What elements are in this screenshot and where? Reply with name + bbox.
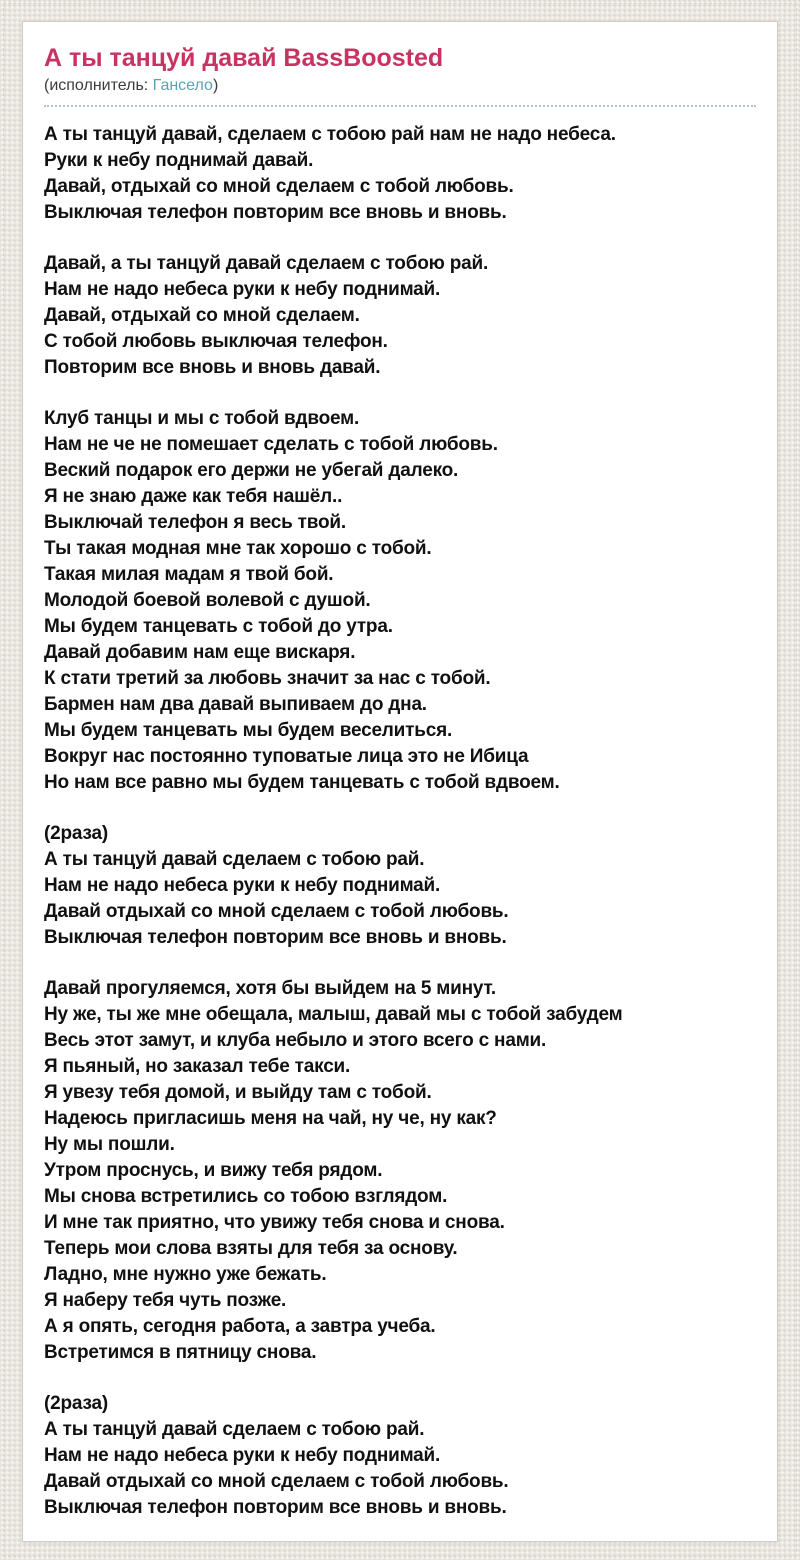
lyric-line: Ну мы пошли. — [44, 1133, 175, 1155]
lyric-line: Нам не надо небеса руки к небу поднимай. — [44, 278, 441, 300]
lyric-line: Утром проснусь, и вижу тебя рядом. — [44, 1159, 383, 1181]
lyric-line: Надеюсь пригласишь меня на чай, ну че, ну как? — [44, 1107, 497, 1129]
lyric-line: Нам не надо небеса руки к небу поднимай. — [44, 874, 441, 896]
lyric-line: Ну же, ты же мне обещала, малыш, давай мы с тобой забудем — [44, 1003, 623, 1025]
lyric-line: Давай отдыхай со мной сделаем с тобой любовь. — [44, 900, 509, 922]
lyric-line: Я пьяный, но заказал тебе такси. — [44, 1055, 351, 1077]
lyric-line: Выключая телефон повторим все вновь и вновь. — [44, 201, 507, 223]
lyrics-card — [22, 21, 778, 1542]
lyric-line: Давай отдыхай со мной сделаем с тобой любовь. — [44, 1470, 509, 1492]
lyric-line: (2раза) — [44, 822, 108, 844]
lyric-line: Давай прогуляемся, хотя бы выйдем на 5 минут. — [44, 977, 496, 999]
lyric-line: Мы будем танцевать с тобой до утра. — [44, 615, 393, 637]
lyric-line: Давай, отдыхай со мной сделаем. — [44, 304, 360, 326]
lyric-line: Клуб танцы и мы с тобой вдвоем. — [44, 407, 360, 429]
lyric-line: Нам не че не помешает сделать с тобой любовь. — [44, 433, 498, 455]
lyric-line: Выключай телефон я весь твой. — [44, 511, 346, 533]
lyric-line: Нам не надо небеса руки к небу поднимай. — [44, 1444, 441, 1466]
lyric-line: А ты танцуй давай сделаем с тобою рай. — [44, 1418, 425, 1440]
artist-suffix: ) — [212, 76, 219, 94]
page-title: А ты танцуй давай BassBoosted — [44, 44, 444, 72]
lyric-line: Я увезу тебя домой, и выйду там с тобой. — [44, 1081, 432, 1103]
lyric-line: Давай, отдыхай со мной сделаем с тобой любовь. — [44, 175, 514, 197]
lyric-line: А ты танцуй давай сделаем с тобою рай. — [44, 848, 425, 870]
lyric-line: Теперь мои слова взяты для тебя за основу. — [44, 1237, 458, 1259]
lyric-line: Давай добавим нам еще вискаря. — [44, 641, 356, 663]
lyric-line: Я наберу тебя чуть позже. — [44, 1289, 287, 1311]
lyrics — [44, 122, 756, 1521]
lyric-line: Молодой боевой волевой с душой. — [44, 589, 371, 611]
artist-link[interactable]: Гансело — [152, 76, 213, 94]
stanza — [44, 406, 756, 796]
lyric-line: Повторим все вновь и вновь давай. — [44, 356, 381, 378]
lyric-line: Веский подарок его держи не убегай далеко. — [44, 459, 459, 481]
lyric-line: Мы будем танцевать мы будем веселиться. — [44, 719, 453, 741]
lyric-line: А ты танцуй давай, сделаем с тобою рай нам не надо небеса. — [44, 123, 616, 145]
lyric-line: Давай, а ты танцуй давай сделаем с тобою рай. — [44, 252, 489, 274]
artist-line — [44, 76, 756, 107]
lyric-line: И мне так приятно, что увижу тебя снова и снова. — [44, 1211, 505, 1233]
lyric-line: А я опять, сегодня работа, а завтра учеба. — [44, 1315, 436, 1337]
lyric-line: К стати третий за любовь значит за нас с тобой. — [44, 667, 491, 689]
lyric-line: Весь этот замут, и клуба небыло и этого всего с нами. — [44, 1029, 547, 1051]
stanza — [44, 1391, 756, 1521]
artist-label: (исполнитель: — [44, 76, 149, 94]
lyric-line: Выключая телефон повторим все вновь и вновь. — [44, 1496, 507, 1518]
lyric-line: С тобой любовь выключая телефон. — [44, 330, 388, 352]
lyric-line: Ладно, мне нужно уже бежать. — [44, 1263, 327, 1285]
lyric-line: (2раза) — [44, 1392, 108, 1414]
lyric-line: Руки к небу поднимай давай. — [44, 149, 314, 171]
lyric-line: Бармен нам два давай выпиваем до дна. — [44, 693, 427, 715]
lyric-line: Но нам все равно мы будем танцевать с тобой вдвоем. — [44, 771, 560, 793]
stanza — [44, 251, 756, 381]
stanza — [44, 122, 756, 226]
lyric-line: Встретимся в пятницу снова. — [44, 1341, 317, 1363]
lyric-line: Мы снова встретились со тобою взглядом. — [44, 1185, 448, 1207]
lyric-line: Ты такая модная мне так хорошо с тобой. — [44, 537, 432, 559]
lyric-line: Я не знаю даже как тебя нашёл.. — [44, 485, 343, 507]
stanza — [44, 976, 756, 1366]
stanza — [44, 821, 756, 951]
lyric-line: Такая милая мадам я твой бой. — [44, 563, 334, 585]
lyric-line: Выключая телефон повторим все вновь и вновь. — [44, 926, 507, 948]
lyric-line: Вокруг нас постоянно туповатые лица это не Ибица — [44, 745, 529, 767]
